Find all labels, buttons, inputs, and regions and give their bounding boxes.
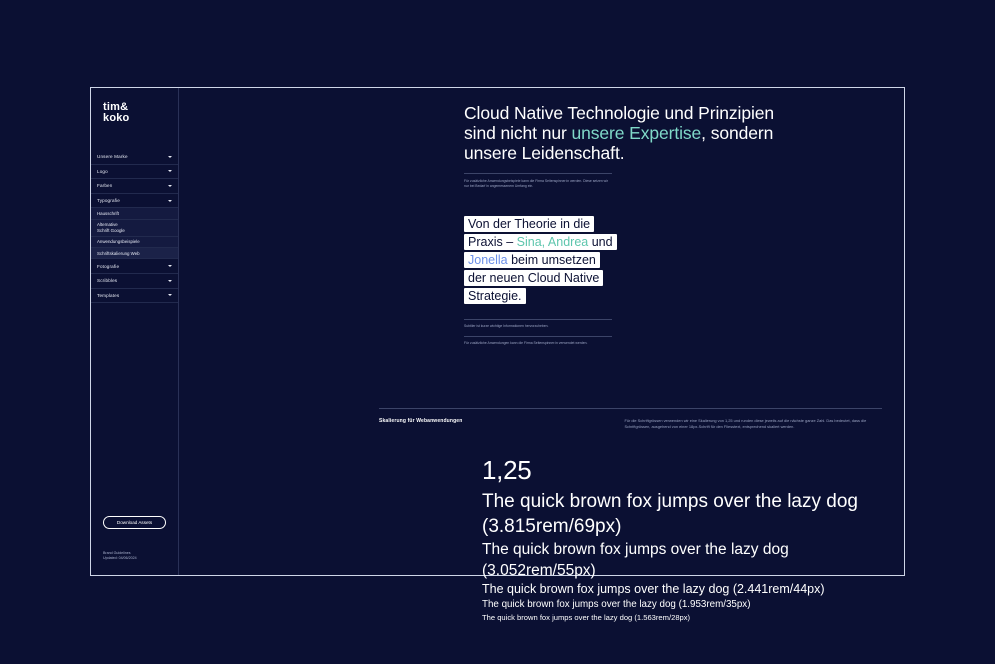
sidebar-subitem-hausschrift[interactable] xyxy=(91,208,178,219)
quote-body xyxy=(464,319,612,345)
quote-body-text-2: Für zusätzliche Anwendungen kann die Firma Seitenspinner:in verwendet werden. xyxy=(464,340,588,345)
sidebar-subitem-label: Schriftskalierung Web xyxy=(97,250,140,256)
scale-ratio: 1,25 xyxy=(482,455,532,486)
type-sample-2: The quick brown fox jumps over the lazy dog (3.052rem/55px) xyxy=(482,541,789,580)
quote-line xyxy=(464,234,617,250)
quote-divider xyxy=(464,319,612,320)
quote-line: der neuen Cloud Native xyxy=(464,270,603,286)
sidebar-item-unsere-marke[interactable] xyxy=(91,150,178,165)
quote-line-plain2: und xyxy=(588,235,613,250)
sidebar-nav xyxy=(91,150,178,303)
quote-line-plain2: beim umsetzen xyxy=(507,253,596,268)
sidebar-item-label: Farben xyxy=(97,183,113,189)
hero-heading-part1: Cloud Native Technologie und Prinzipien sind nicht nur xyxy=(464,103,775,143)
hero-heading-accent: unsere Expertise xyxy=(571,123,702,143)
hero-body-text: Für zusätzliche Anwendungsbeispiele kann die Firma Seitenspinner:in werden. Diese setzen wir nur bei Bedarf in angemessenem Umfang ein. xyxy=(464,173,612,189)
scaling-section xyxy=(379,408,882,623)
sidebar-item-farben[interactable] xyxy=(91,179,178,194)
sidebar-subitem-label: Anwendungsbeispiele xyxy=(97,239,140,245)
sidebar-item-logo[interactable] xyxy=(91,165,178,180)
sidebar-subitem-alternative-schrift-google[interactable] xyxy=(91,220,178,237)
scaling-description: Für die Schriftgrössen verwenden wir eine Skalierung von 1,25 und runden diese jeweils auf die nächste ganze Zahl. Das bedeutet, dass die Schriftgrössen, ausgehend von einer 18px-Schrift für den Fliesstext, entsprechend skaliert werden. xyxy=(624,418,867,429)
quote-line: Von der Theorie in die xyxy=(464,216,594,232)
sidebar xyxy=(91,88,179,575)
sidebar-item-templates[interactable] xyxy=(91,289,178,304)
scaling-header xyxy=(379,418,882,429)
sidebar-item-scribbles[interactable] xyxy=(91,274,178,289)
sidebar-subitem-schriftskalierung-web[interactable] xyxy=(91,248,178,259)
type-sample-3: The quick brown fox jumps over the lazy dog (2.441rem/44px) xyxy=(482,582,825,597)
quote-line-mint: Sina, Andrea xyxy=(516,235,589,250)
sidebar-item-label: Templates xyxy=(97,292,120,298)
scaling-divider xyxy=(379,408,882,409)
quote-line xyxy=(464,252,600,268)
quote-line: Strategie. xyxy=(464,288,526,304)
chevron-down-icon xyxy=(168,185,172,187)
chevron-up-icon xyxy=(168,200,172,202)
sidebar-item-label: Logo xyxy=(97,168,108,174)
sidebar-item-fotografie[interactable] xyxy=(91,259,178,274)
chevron-down-icon xyxy=(168,294,172,296)
quote-body-text-1: Subtiler ist kurze wichtige Informationen hervorzuheben. xyxy=(464,324,549,329)
quote-block xyxy=(464,215,794,345)
sidebar-footer xyxy=(103,551,137,561)
brand-guidelines-window xyxy=(90,87,905,623)
sidebar-subitem-label: Hausschrift xyxy=(97,210,119,216)
chevron-down-icon xyxy=(168,280,172,282)
chevron-down-icon xyxy=(168,156,172,158)
sidebar-subitem-label-2: Schrift Google xyxy=(97,227,125,233)
brand-logo xyxy=(91,88,178,124)
sidebar-subitem-label: Alternative xyxy=(97,222,118,228)
scaling-title: Skalierung für Webanwendungen xyxy=(379,418,463,424)
quote-line-plain: Praxis – xyxy=(468,235,517,250)
logo-line-2: koko xyxy=(103,112,130,124)
sidebar-item-label: Typografie xyxy=(97,198,120,204)
type-sample-4: The quick brown fox jumps over the lazy dog (1.953rem/35px) xyxy=(482,599,751,611)
content-area xyxy=(179,88,904,623)
quote-line-blue: Jonella xyxy=(468,253,508,268)
download-assets-button[interactable]: Download Assets xyxy=(103,516,166,529)
hero-heading xyxy=(464,103,804,163)
type-sample-5: The quick brown fox jumps over the lazy dog (1.563rem/28px) xyxy=(482,613,691,623)
hero-heading-part2: , sondern unsere Leidenschaft. xyxy=(464,123,774,163)
hero-section xyxy=(464,88,804,189)
footer-line-1: Brand Guidelines xyxy=(103,551,131,555)
sidebar-item-typografie[interactable] xyxy=(91,194,178,209)
sidebar-item-label: Fotografie xyxy=(97,263,120,269)
type-sample-1: The quick brown fox jumps over the lazy dog (3.815rem/69px) xyxy=(482,491,858,538)
quote-divider-2 xyxy=(464,336,612,337)
chevron-down-icon xyxy=(168,170,172,172)
chevron-down-icon xyxy=(168,265,172,267)
logo-line-1: tim& xyxy=(103,101,129,113)
sidebar-subitem-anwendungsbeispiele[interactable] xyxy=(91,237,178,248)
sidebar-item-label: Scribbles xyxy=(97,278,118,284)
footer-line-2: Updated: 04/06/2024 xyxy=(103,556,137,560)
sidebar-item-label: Unsere Marke xyxy=(97,154,128,160)
type-scale-samples xyxy=(482,455,882,623)
